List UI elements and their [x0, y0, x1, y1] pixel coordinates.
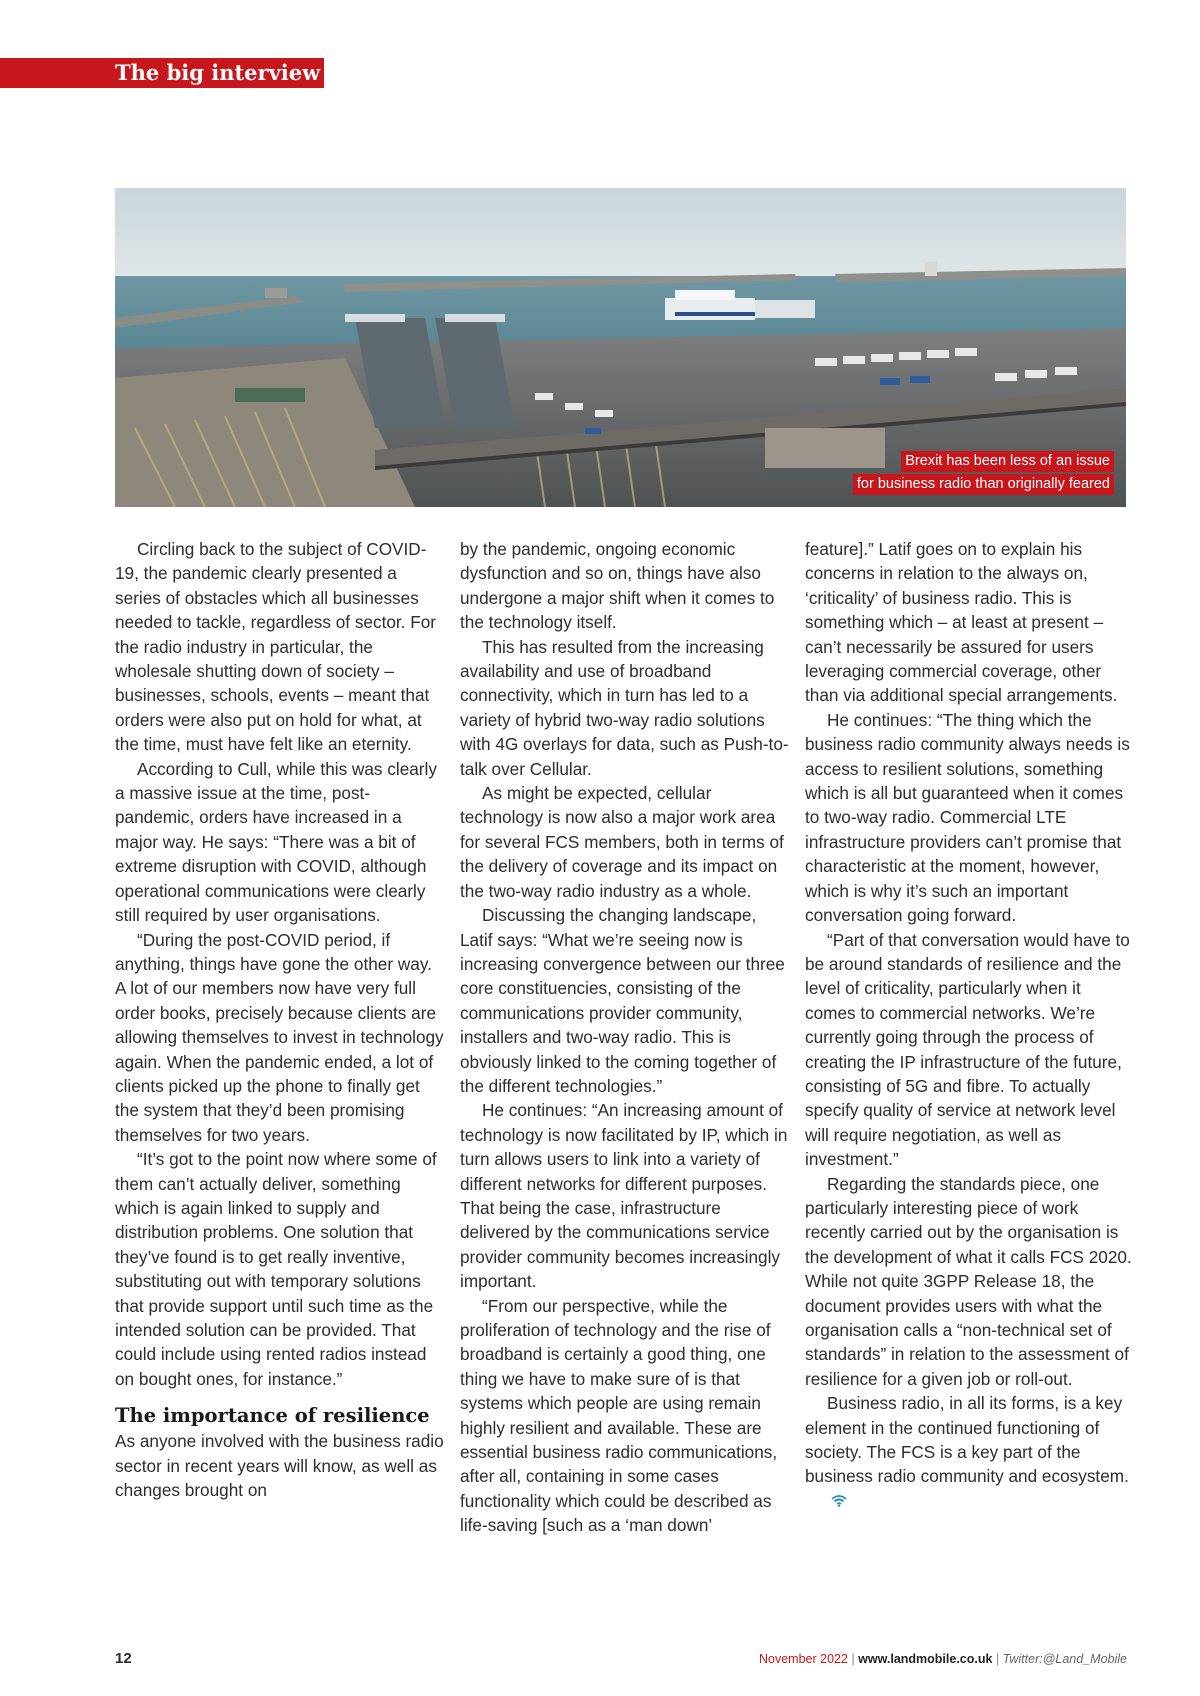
caption-line-1: Brexit has been less of an issue: [901, 451, 1114, 472]
paragraph: “It’s got to the point now where some of them can’t actually deliver, something which is again linked to supply and distribution problems. One solution that they’ve found is to get really inventive, substituting out with temporary solutions that provide support until such time as the intended solution can be provided. That could include using rented radios instead on bought ones, for instance.”: [115, 1149, 437, 1389]
paragraph: “From our perspective, while the proliferation of technology and the rise of broadband is certainly a good thing, one thing we have to make sure of is that systems which people are using remain highly resilient and available. These are essential business radio communications, after all, containing in some cases functionality which could be described as life-saving [such as a ‘man down’: [460, 1295, 778, 1536]
port-photo: [115, 188, 1126, 507]
paragraph: by the pandemic, ongoing economic dysfunction and so on, things have also undergone a major shift when it comes to the technology itself.: [460, 539, 775, 633]
footer: [759, 1652, 1127, 1666]
paragraph: As anyone involved with the business radio sector in recent years will know, as well as changes brought on: [115, 1431, 444, 1501]
paragraph: As might be expected, cellular technology is now also a major work area for several FCS members, both in terms of the delivery of coverage and its impact on the two-way radio industry as a whole.: [460, 783, 784, 901]
paragraph: According to Cull, while this was clearly a massive issue at the time, post-pandemic, orders have increased in a major way. He says: “There was a bit of extreme disruption with COVID, although operational communications were clearly still required by user organisations.: [115, 758, 437, 926]
paragraph: He continues: “An increasing amount of technology is now facilitated by IP, which in turn allows users to link into a variety of different networks for different purposes.: [460, 1100, 788, 1194]
wireless-signal-icon: [809, 1489, 847, 1513]
paragraph: [805, 1391, 1135, 1513]
paragraph: feature].” Latif goes on to explain his concerns in relation to the always on, ‘criticality’ of business radio. This is something which – at least at present – can’t necessarily be assured for users leveraging commercial coverage, other than via additional special arrangements.: [805, 539, 1118, 706]
paragraph: “During the post-COVID period, if anything, things have gone the other way. A lot of our members now have very full order books, precisely because clients are allowing themselves to invest in technology again. When the pandemic ended, a lot of clients picked up the phone to finally get the system that they’d been promising themselves for two years.: [115, 929, 444, 1145]
paragraph: “Part of that conversation would have to be around standards of resilience and the level of criticality, particularly when it comes to commercial networks. We’re currently going through the process of creating the IP infrastructure of the future, consisting of 5G and fibre. To actually specify quality of service at network level will require negotiation, as well as investment.”: [805, 929, 1130, 1170]
twitter-handle[interactable]: Twitter:@Land_Mobile: [1002, 1652, 1127, 1666]
footer-separator: |: [995, 1652, 1000, 1666]
paragraph-text: Business radio, in all its forms, is a key element in the continued functioning of society. The FCS is a key part of the business radio community and ecosystem.: [805, 1393, 1129, 1487]
article-column-3: [805, 537, 1135, 1513]
paragraph: Discussing the changing landscape, Latif says: “What we’re seeing now is increasing convergence between our three core constituencies, consisting of the communications provider community, installers and two-way radio. This is obviously linked to the coming together of the different technologies.”: [460, 905, 785, 1096]
article-column-1: [115, 537, 445, 1502]
paragraph: Regarding the standards piece, one particularly interesting piece of work recently carried out by the organisation is the development of what it calls FCS 2020. While not quite 3GPP Release 18, the document provides users with what the organisation calls a “non-technical set of standards” in relation to the assessment of resilience for a given job or roll-out.: [805, 1173, 1132, 1389]
section-tag: The big interview: [0, 58, 324, 88]
issue-date: November 2022: [759, 1652, 848, 1666]
article-column-2: [460, 537, 790, 1538]
paragraph: That being the case, infrastructure delivered by the communications service provider community becomes increasingly important.: [460, 1197, 781, 1292]
footer-separator: |: [851, 1652, 855, 1666]
paragraph: Circling back to the subject of COVID-19, the pandemic clearly presented a series of obstacles which all businesses needed to tackle, regardless of sector. For the radio industry in particular, the wholesale shutting down of society – businesses, schools, events – meant that orders were also put on hold for what, at the time, must have felt like an eternity.: [115, 539, 437, 755]
page-number: 12: [115, 1650, 132, 1667]
caption-line-2: for business radio than originally feared: [853, 474, 1114, 495]
photo-caption: [853, 449, 1114, 495]
section-subheading: The importance of resilience: [115, 1404, 430, 1428]
website-link[interactable]: www.landmobile.co.uk: [858, 1652, 993, 1666]
paragraph: This has resulted from the increasing availability and use of broadband connectivity, which in turn has led to a variety of hybrid two-way radio solutions with 4G overlays for data, such as Push-to-talk over Cellular.: [460, 636, 789, 779]
paragraph: He continues: “The thing which the business radio community always needs is access to resilient solutions, something which is all but guaranteed when it comes to two-way radio. Commercial LTE infrastructure providers can’t promise that characteristic at the moment, however, which is why it’s such an important conversation going forward.: [805, 709, 1130, 926]
